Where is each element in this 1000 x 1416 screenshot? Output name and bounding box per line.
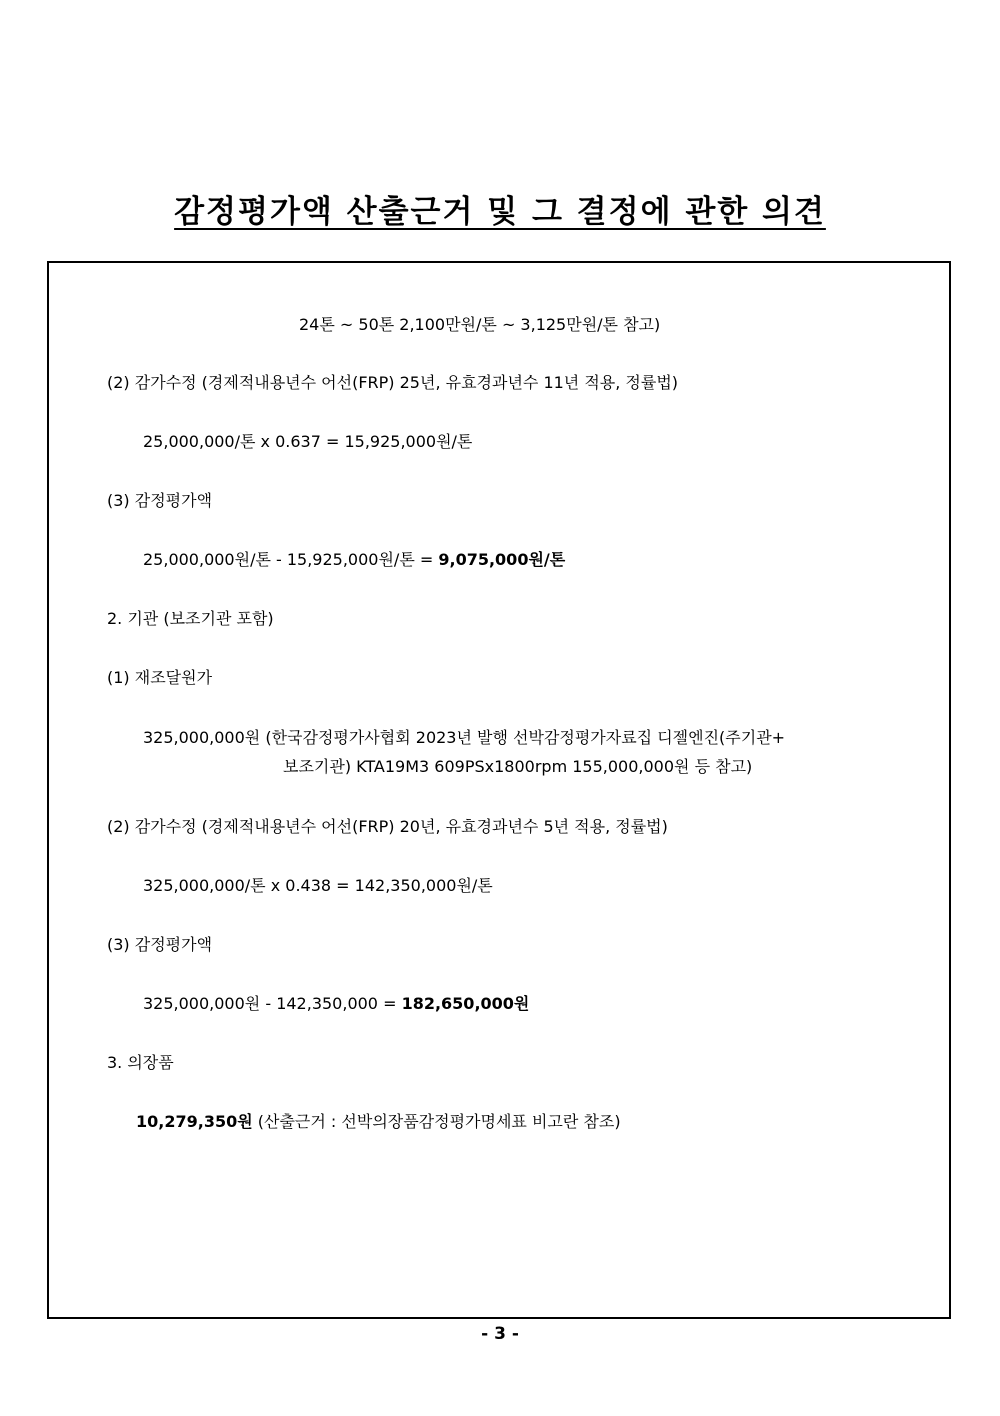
- page-number: - 3 -: [481, 1324, 519, 1344]
- engine-appraisal-calc: [143, 993, 529, 1015]
- hull-depreciation-calc: 25,000,000/톤 x 0.637 = 15,925,000원/톤: [143, 432, 473, 451]
- engine-replacement-heading: (1) 재조달원가: [107, 668, 213, 687]
- hull-appraisal-heading: (3) 감정평가액: [107, 491, 213, 510]
- outfitting-note: (산출근거 : 선박의장품감정평가명세표 비고란 참조): [252, 1112, 621, 1131]
- outfitting-result: 10,279,350원: [136, 1112, 253, 1131]
- engine-depreciation-heading: (2) 감가수정 (경제적내용년수 어선(FRP) 20년, 유효경과년수 5년 적용, 정률법): [107, 817, 668, 836]
- hull-appraisal-result: 9,075,000원/톤: [438, 550, 566, 569]
- engine-section-heading: 2. 기관 (보조기관 포함): [107, 609, 274, 628]
- engine-appraisal-heading: (3) 감정평가액: [107, 935, 213, 954]
- hull-depreciation-heading: (2) 감가수정 (경제적내용년수 어선(FRP) 25년, 유효경과년수 11년 적용, 정률법): [107, 373, 679, 392]
- engine-replacement-line-2: 보조기관) KTA19M3 609PSx1800rpm 155,000,000원 등 참고): [283, 757, 753, 776]
- engine-appraisal-formula: 325,000,000원 - 142,350,000 =: [143, 994, 402, 1013]
- engine-appraisal-result: 182,650,000원: [401, 994, 530, 1013]
- content-frame: [47, 261, 951, 1319]
- engine-depreciation-calc: 325,000,000/톤 x 0.438 = 142,350,000원/톤: [143, 876, 493, 895]
- page-title-text: 감정평가액 산출근거 및 그 결정에 관한 의견: [174, 194, 826, 230]
- hull-appraisal-calc: [143, 549, 565, 571]
- outfitting-section-heading: 3. 의장품: [107, 1053, 174, 1072]
- reference-note: 24톤 ~ 50톤 2,100만원/톤 ~ 3,125만원/톤 참고): [299, 315, 661, 334]
- hull-appraisal-formula: 25,000,000원/톤 - 15,925,000원/톤 =: [143, 550, 439, 569]
- outfitting-value: [136, 1111, 621, 1133]
- engine-replacement-line-1: 325,000,000원 (한국감정평가사협회 2023년 발행 선박감정평가자료집 디젤엔진(주기관+: [143, 728, 786, 747]
- page-title: [0, 186, 1000, 231]
